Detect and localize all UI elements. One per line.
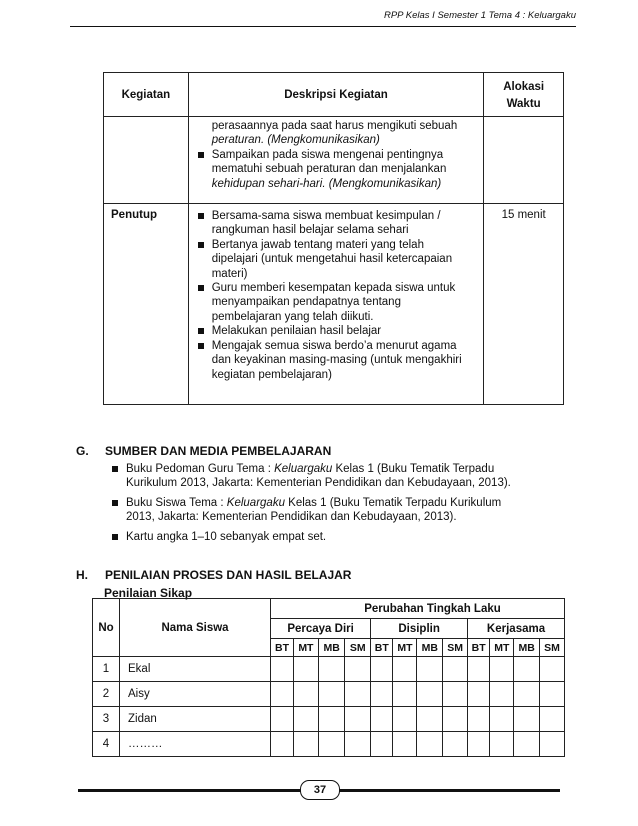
score-cell [490, 682, 514, 707]
penutup-row [104, 204, 564, 405]
score-cell [490, 657, 514, 682]
list-item: Buku Siswa Tema : Keluargaku Kelas 1 (Buku Tematik Terpadu Kurikulum 2013, Jakarta: Kementerian Pendidikan dan Kebudayaan, 2013). [103, 496, 543, 525]
score-cell [468, 657, 490, 682]
score-cell [371, 707, 393, 732]
student-name: Zidan [120, 707, 271, 732]
list-item: Buku Pedoman Guru Tema : Keluargaku Kelas 1 (Buku Tematik Terpadu Kurikulum 2013, Jakarta: Kementerian Pendidikan dan Kebudayaan, 2013). [103, 462, 543, 491]
penutup-label: Penutup [104, 204, 189, 405]
col-alokasi [484, 73, 564, 117]
sub-col-header: MT [490, 639, 514, 657]
row-number: 2 [93, 682, 120, 707]
col-nama: Nama Siswa [120, 599, 271, 657]
row-number: 1 [93, 657, 120, 682]
list-item: Kartu angka 1–10 sebanyak empat set. [103, 530, 543, 544]
list-item: Guru memberi kesempatan kepada siswa untuk menyampaikan pendapatnya tentang pembelajaran yang telah diikuti. [189, 281, 484, 324]
score-cell [271, 657, 294, 682]
score-cell [540, 657, 565, 682]
score-cell [443, 657, 468, 682]
sub-col-header: SM [443, 639, 468, 657]
section-h-heading: H. PENILAIAN PROSES DAN HASIL BELAJAR [76, 568, 352, 582]
continued-text: perasaannya pada saat harus mengikuti sebuah peraturan. (Mengkomunikasikan) [211, 120, 458, 147]
score-cell [271, 732, 294, 757]
continued-desc-cell [188, 117, 484, 204]
score-cell [393, 657, 417, 682]
score-cell [345, 707, 371, 732]
sub-col-header: MB [318, 639, 345, 657]
score-cell [393, 682, 417, 707]
group-header: Percaya Diri [271, 619, 371, 639]
score-cell [371, 657, 393, 682]
score-cell [345, 657, 371, 682]
score-cell [393, 732, 417, 757]
score-cell [294, 707, 319, 732]
sub-col-header: MT [393, 639, 417, 657]
list-item: Sampaikan pada siswa mengenai pentingnya mematuhi sebuah peraturan dan menjalankan kehidupan sehari-hari. (Mengkomunikasikan) [189, 148, 484, 191]
score-cell [345, 682, 371, 707]
col-alokasi-line1: Alokasi [503, 80, 545, 93]
continued-row [104, 117, 564, 204]
attitude-table [92, 598, 565, 757]
sub-col-header: BT [271, 639, 294, 657]
score-cell [417, 732, 443, 757]
score-cell [371, 732, 393, 757]
row-number: 4 [93, 732, 120, 757]
score-cell [490, 707, 514, 732]
col-alokasi-line2: Waktu [506, 97, 541, 110]
score-cell [443, 682, 468, 707]
score-cell [318, 707, 345, 732]
score-cell [514, 682, 540, 707]
score-cell [318, 732, 345, 757]
running-header: RPP Kelas I Semester 1 Tema 4 : Keluargaku [383, 10, 576, 21]
penutup-time: 15 menit [484, 204, 564, 405]
sub-col-header: MB [417, 639, 443, 657]
score-cell [540, 682, 565, 707]
score-cell [294, 682, 319, 707]
score-cell [468, 682, 490, 707]
score-cell [540, 732, 565, 757]
score-cell [294, 732, 319, 757]
score-cell [417, 682, 443, 707]
score-cell [514, 657, 540, 682]
score-cell [443, 707, 468, 732]
table-row [93, 732, 565, 757]
score-cell [468, 732, 490, 757]
list-item: Bertanya jawab tentang materi yang telah dipelajari (untuk mengetahui hasil ketercapaian materi) [189, 238, 484, 281]
score-cell [318, 657, 345, 682]
score-cell [393, 707, 417, 732]
score-cell [514, 707, 540, 732]
page-number: 37 [300, 780, 340, 800]
section-h-subtitle: Penilaian Sikap [104, 586, 193, 600]
col-no: No [93, 599, 120, 657]
continued-kegiatan-cell [104, 117, 189, 204]
score-cell [271, 707, 294, 732]
group-header: Kerjasama [468, 619, 565, 639]
list-item: Melakukan penilaian hasil belajar [189, 324, 484, 338]
table-row [93, 682, 565, 707]
score-cell [540, 707, 565, 732]
sub-col-header: SM [540, 639, 565, 657]
student-name: Ekal [120, 657, 271, 682]
score-cell [345, 732, 371, 757]
score-cell [371, 682, 393, 707]
row-number: 3 [93, 707, 120, 732]
col-deskripsi: Deskripsi Kegiatan [188, 73, 484, 117]
col-kegiatan: Kegiatan [104, 73, 189, 117]
header-rule [70, 26, 576, 27]
list-item: Mengajak semua siswa berdo’a menurut agama dan keyakinan masing-masing (untuk mengakhiri kegiatan pembelajaran) [189, 339, 484, 382]
table-row [93, 657, 565, 682]
score-cell [443, 732, 468, 757]
table-row [93, 707, 565, 732]
section-g-list [103, 462, 543, 549]
score-cell [318, 682, 345, 707]
sub-col-header: BT [468, 639, 490, 657]
score-cell [468, 707, 490, 732]
score-cell [294, 657, 319, 682]
sub-col-header: MB [514, 639, 540, 657]
activity-table [103, 72, 564, 405]
penutup-desc-cell [188, 204, 484, 405]
student-name: Aisy [120, 682, 271, 707]
score-cell [271, 682, 294, 707]
group-header: Disiplin [371, 619, 468, 639]
score-cell [417, 707, 443, 732]
student-name: ……… [120, 732, 271, 757]
continued-time-cell [484, 117, 564, 204]
group-title: Perubahan Tingkah Laku [271, 599, 565, 619]
score-cell [514, 732, 540, 757]
score-cell [417, 657, 443, 682]
sub-col-header: BT [371, 639, 393, 657]
score-cell [490, 732, 514, 757]
section-g-heading: G. SUMBER DAN MEDIA PEMBELAJARAN [76, 444, 332, 458]
list-item: Bersama-sama siswa membuat kesimpulan / rangkuman hasil belajar selama sehari [189, 209, 484, 238]
sub-col-header: SM [345, 639, 371, 657]
sub-col-header: MT [294, 639, 319, 657]
